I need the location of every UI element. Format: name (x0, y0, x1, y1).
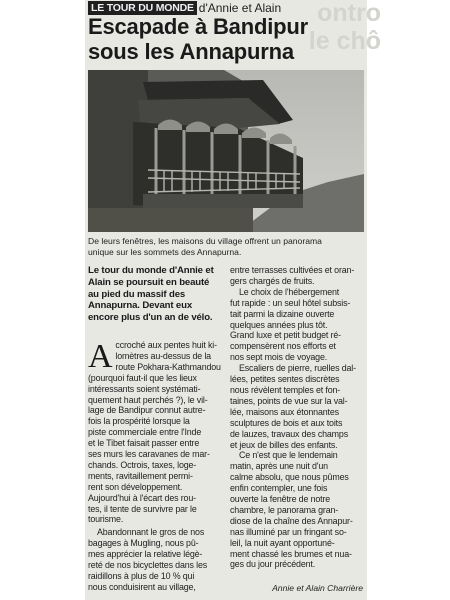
headline-line-1: Escapade à Bandipur (88, 14, 308, 39)
rubric-byline: d'Annie et Alain (198, 0, 282, 15)
bleed-through-line-1: ontro (317, 0, 381, 27)
article-photo (88, 70, 364, 232)
newspaper-clipping (85, 0, 381, 600)
headline-line-2: sous les Annapurna (88, 39, 294, 64)
photo-lower-wall (88, 208, 253, 232)
column-left (88, 265, 225, 593)
paragraph-5: Escaliers de pierre, ruelles dal- lées, petites sentes discrètes nous révèlent temples et fon- taines, points de vue sur la val- lée, maisons aux étonnantes sculptures de bois et aux toits de lauzes, travaux des champs et jeux de billes des enfants. (230, 363, 356, 450)
paragraph-2: Abandonnant le gros de nos bagages à Mugling, nous pû- mes apprécier la relative légè- reté de nos bicyclettes dans les raidillons à plus de 10 % qui nous conduisirent au village, (88, 527, 208, 592)
paragraph-6: Ce n'est que le lendemain matin, après une nuit d'un calme absolu, que nous pûmes enfin contempler, une fois ouverte la fenêtre de notre chambre, le panorama gran- diose de la chaîne des Annapur- nas illuminé par un fringant so- leil, la nuit ayant opportuné- ment chassé les brumes et nua- ges du jour précédent. (230, 450, 353, 570)
photo-caption: De leurs fenêtres, les maisons du village offrent un panorama unique sur les sommets des Annapurna. (88, 236, 322, 257)
photo-balcony-base (143, 194, 303, 208)
drop-cap: A (88, 337, 113, 375)
paragraph-3: entre terrasses cultivées et oran- gers chargés de fruits. (230, 265, 355, 286)
rubric-line (88, 0, 281, 15)
bleed-through-line-2: le chô (308, 27, 381, 55)
section-rubric: LE TOUR DU MONDE (88, 1, 197, 15)
lead-paragraph: Le tour du monde d'Annie et Alain se poursuit en beauté au pied du massif des Annapurna. Devant eux encore plus d'un an de vélo. (88, 265, 214, 324)
author-signature: Annie et Alain Charrière (272, 583, 363, 593)
paragraph-1 (88, 337, 225, 525)
paragraph-4: Le choix de l'hébergement fut rapide : un seul hôtel subsis- tait parmi la dizaine ouverte quelques années plus tôt. Grand luxe et petit budget ré- compensèrent nos efforts et nos sept mois de voyage. (230, 286, 351, 363)
column-right (230, 265, 367, 570)
paragraph-1-text: ccroché aux pentes huit ki- lomètres au-dessus de la route Pokhara-Kathmandou (pourquoi faut-il que les lieux intéressants soient systémati- quement haut perchés ?), le vil- lage de Bandipur connut autre- fois la prospérité lorsque la piste commerciale entre l'Inde et le Tibet faisait passer entre ses murs les caravanes de mar- chands. Octrois, taxes, loge- ments, ravitaillement permi- rent son développement. Aujourd'hui à l'écart des rou- tes, il tente de survivre par le tourisme. (88, 339, 221, 525)
headline (88, 14, 308, 64)
